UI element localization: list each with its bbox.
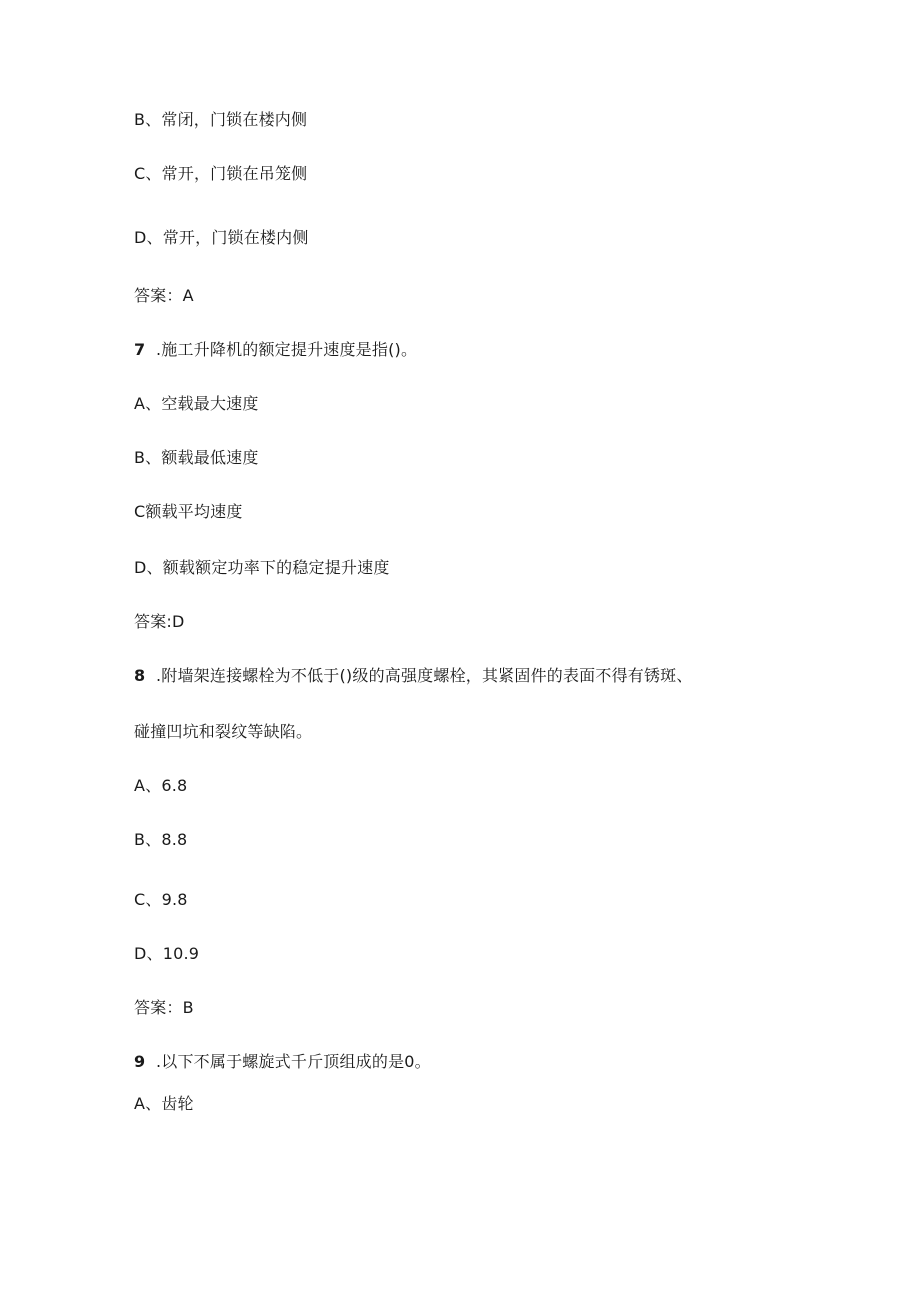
q9-number: 9 [134, 1052, 146, 1071]
q7-option-c: C额载平均速度 [134, 502, 243, 521]
q7-option-b: B、额载最低速度 [134, 448, 259, 467]
q8-question [134, 666, 693, 686]
q9-option-a: A、齿轮 [134, 1094, 194, 1113]
q7-option-a: A、空载最大速度 [134, 394, 259, 413]
q7-answer: 答案:D [134, 612, 185, 631]
q7-option-d: D、额载额定功率下的稳定提升速度 [134, 558, 390, 577]
q9-stem: .以下不属于螺旋式千斤顶组成的是0。 [156, 1052, 431, 1071]
q8-answer: 答案：B [134, 998, 194, 1017]
q7-question [134, 340, 417, 360]
q8-stem-line1: .附墙架连接螺栓为不低于()级的高强度螺栓，其紧固件的表面不得有锈斑、 [156, 666, 693, 685]
q6-option-b: B、常闭，门锁在楼内侧 [134, 110, 308, 129]
q8-option-c: C、9.8 [134, 890, 188, 909]
q8-option-b: B、8.8 [134, 830, 188, 849]
q8-option-a: A、6.8 [134, 776, 188, 795]
q8-stem-line2: 碰撞凹坑和裂纹等缺陷。 [134, 722, 313, 741]
q9-question [134, 1052, 431, 1072]
q6-option-c: C、常开，门锁在吊笼侧 [134, 164, 308, 183]
q7-stem: .施工升降机的额定提升速度是指()。 [156, 340, 418, 359]
q7-number: 7 [134, 340, 146, 359]
q6-option-d: D、常开，门锁在楼内侧 [134, 228, 309, 247]
q8-option-d: D、10.9 [134, 944, 200, 963]
q6-answer: 答案：A [134, 286, 194, 305]
q8-number: 8 [134, 666, 146, 685]
